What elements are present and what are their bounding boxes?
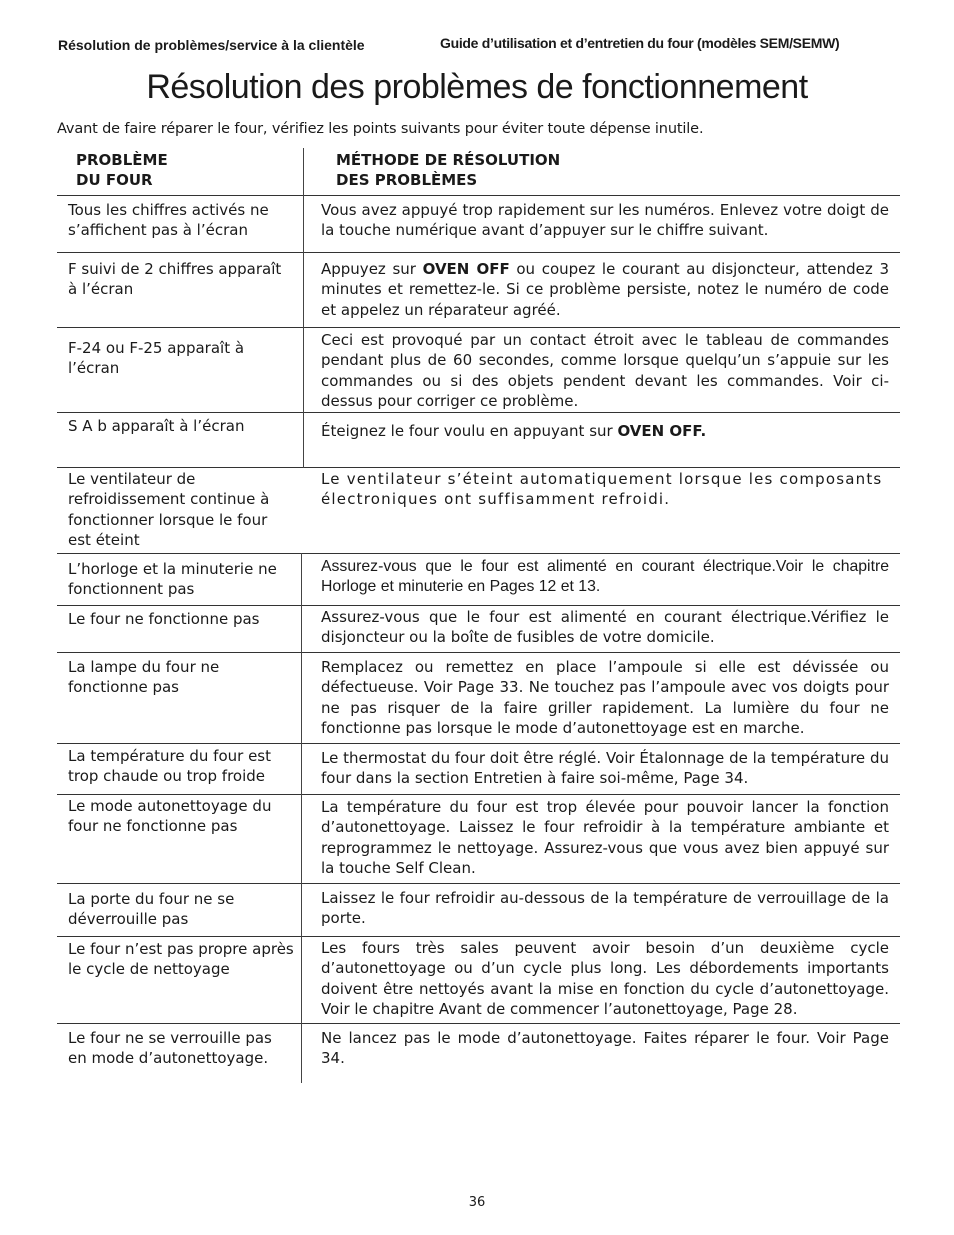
oven-off-key-label: OVEN OFF. xyxy=(617,422,707,440)
problem-cell: L’horloge et la minuterie ne fonctionnent pas xyxy=(68,560,277,599)
solution-text: Éteignez le four voulu en appuyant sur xyxy=(321,422,618,440)
intro-text: Avant de faire réparer le four, vérifiez les points suivants pour éviter toute dépense inutile. xyxy=(57,121,704,137)
row-divider xyxy=(57,936,900,937)
row-divider xyxy=(57,327,900,328)
problem-cell: F suivi de 2 chiffres apparaît à l’écran xyxy=(68,260,282,299)
column-header-problem xyxy=(76,150,276,190)
problem-cell: Le mode autonettoyage du four ne fonctionne pas xyxy=(68,797,272,836)
problem-cell: Le ventilateur de refroidissement continue à fonctionner lorsque le four est éteint xyxy=(68,470,270,550)
column-header-solution-line2: DES PROBLÈMES xyxy=(336,171,478,189)
column-header-solution xyxy=(336,150,736,190)
row-divider xyxy=(57,412,900,413)
row-divider xyxy=(57,794,900,795)
running-header-right: Guide d’utilisation et d’entretien du four (modèles SEM/SEMW) xyxy=(440,35,840,51)
solution-cell: Assurez-vous que le four est alimenté en courant électrique.Voir le chapitre Horloge et minuterie en Pages 12 et 13. xyxy=(321,558,889,596)
problem-cell: F-24 ou F-25 apparaît à l’écran xyxy=(68,339,245,378)
problem-cell: S A b apparaît à l’écran xyxy=(68,417,245,435)
row-divider xyxy=(57,1023,900,1024)
row-divider xyxy=(57,195,900,196)
solution-cell: Ne lancez pas le mode d’autonettoyage. Faites réparer le four. Voir Page 34. xyxy=(321,1029,889,1068)
column-divider xyxy=(301,553,302,1083)
page-title: Résolution des problèmes de fonctionnement xyxy=(146,68,808,106)
solution-cell: Remplacez ou remettez en place l’ampoule si elle est dévissée ou défectueuse. Voir Page 33. Ne touchez pas l’ampoule avec vos doigts pour ne pas risquer de la faire griller rapidement. La lumière du four ne fonctionne pas lorsque le mode d’autonettoyage est en marche. xyxy=(321,658,889,738)
solution-text: ou coupez le courant au disjoncteur, attendez 3 minutes et remettez-le. Si ce problème persiste, notez le numéro de code et appelez un réparateur agréé. xyxy=(321,260,889,319)
problem-cell: Le four ne se verrouille pas en mode d’autonettoyage. xyxy=(68,1029,272,1068)
solution-cell: La température du four est trop élevée pour pouvoir lancer la fonction d’autonettoyage. Laissez le four refroidir à la température ambiante et reprogrammez le nettoyage. Assurez-vous que vous avez bien appuyé sur la touche Self Clean. xyxy=(321,798,889,878)
running-header-left: Résolution de problèmes/service à la clientèle xyxy=(58,37,365,53)
problem-cell: La lampe du four ne fonctionne pas xyxy=(68,658,220,697)
row-divider xyxy=(57,553,900,554)
solution-cell: Ceci est provoqué par un contact étroit avec le tableau de commandes pendant plus de 60 secondes, comme lorsque quelqu’un s’appuie sur les commandes ou si des objets pendent devant les commandes. Voir ci-dessus pour corriger ce problème. xyxy=(321,331,889,411)
row-divider xyxy=(57,743,900,744)
solution-cell: Les fours très sales peuvent avoir besoin d’un deuxième cycle d’autonettoyage ou d’un cycle plus long. Les débordements importants doivent être nettoyés avant la mise en fonction du cycle d’autonettoyage. Voir le chapitre Avant de commencer l’autonettoyage, Page 28. xyxy=(321,939,889,1019)
solution-cell xyxy=(321,421,889,441)
row-divider xyxy=(57,652,900,653)
row-divider xyxy=(57,252,900,253)
oven-off-key-label: OVEN OFF xyxy=(422,260,510,278)
row-divider xyxy=(57,467,900,468)
page-number: 36 xyxy=(468,1195,486,1210)
solution-cell: Le thermostat du four doit être réglé. Voir Étalonnage de la température du four dans la section Entretien à faire soi-même, Page 34. xyxy=(321,749,889,788)
problem-cell: Le four n’est pas propre après le cycle de nettoyage xyxy=(68,940,294,979)
column-divider xyxy=(303,148,304,468)
column-header-problem-line2: DU FOUR xyxy=(76,171,153,189)
problem-cell: La température du four est trop chaude ou trop froide xyxy=(68,747,271,786)
problem-cell: Tous les chiffres activés ne s’affichent pas à l’écran xyxy=(68,201,269,240)
row-divider xyxy=(57,605,900,606)
solution-cell xyxy=(321,259,889,320)
solution-cell: Assurez-vous que le four est alimenté en courant électrique.Vérifiez le disjoncteur ou la boîte de fusibles de votre domicile. xyxy=(321,608,889,647)
solution-cell: Le ventilateur s’éteint automatiquement lorsque les composants électroniques ont suffisamment refroidi. xyxy=(321,470,883,509)
problem-cell: La porte du four ne se déverrouille pas xyxy=(68,890,235,929)
column-header-problem-line1: PROBLÈME xyxy=(76,151,168,169)
row-divider xyxy=(57,883,900,884)
solution-text: Appuyez sur xyxy=(321,260,423,278)
column-header-solution-line1: MÉTHODE DE RÉSOLUTION xyxy=(336,151,561,169)
solution-cell: Vous avez appuyé trop rapidement sur les numéros. Enlevez votre doigt de la touche numérique avant d’appuyer sur le chiffre suivant. xyxy=(321,201,889,240)
solution-cell: Laissez le four refroidir au-dessous de la température de verrouillage de la porte. xyxy=(321,889,889,928)
problem-cell: Le four ne fonctionne pas xyxy=(68,610,260,628)
